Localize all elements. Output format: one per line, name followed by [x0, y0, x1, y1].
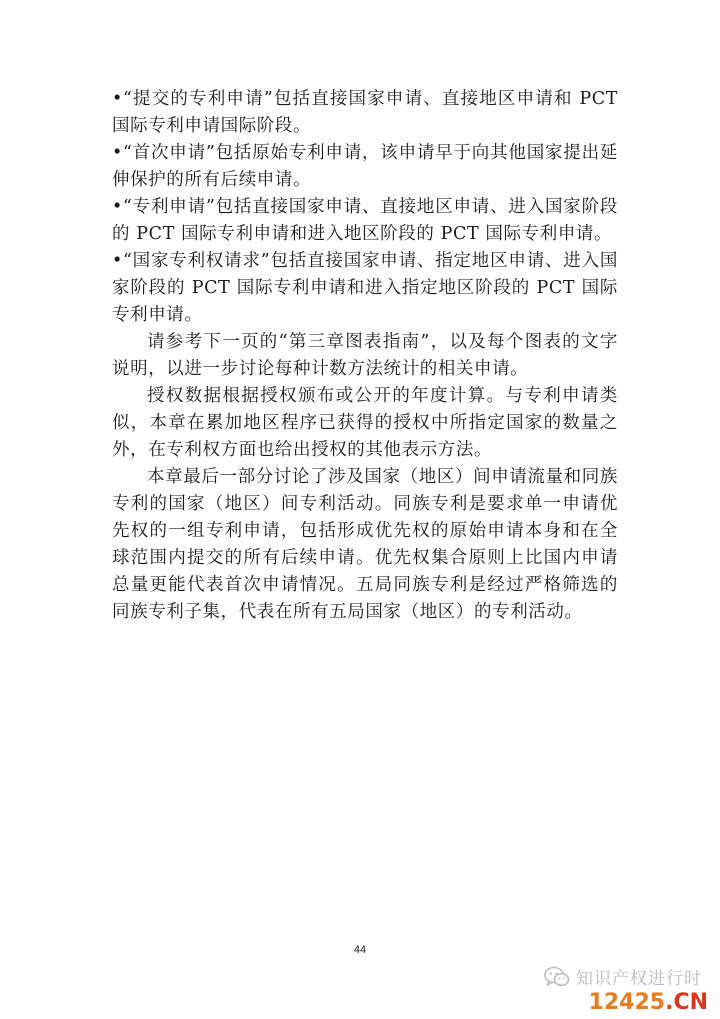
site-tld: CN — [673, 990, 708, 1015]
paragraph-grants: 授权数据根据授权颁布或公开的年度计算。与专利申请类似，本章在累加地区程序已获得的授权中所指定国家的数量之外，在专利权方面也给出授权的其他表示方法。 — [112, 386, 618, 460]
paragraph-patent-families: 本章最后一部分讨论了涉及国家（地区）间申请流量和同族专利的国家（地区）间专利活动。同族专利是要求单一申请优先权的一组专利申请，包括形成优先权的原始申请本身和在全球范围内提交的所有后续申请。优先权集合原则上比国内申请总量更能代表首次申请情况。五局同族专利是经过严格筛选的同族专利子集，代表在所有五局国家（地区）的专利活动。 — [112, 467, 618, 622]
watermark-text: 知识产权进行时 — [576, 969, 702, 989]
bullet-first-filings: •“首次申请”包括原始专利申请，该申请早于向其他国家提出延伸保护的所有后续申请。 — [112, 143, 618, 190]
page-number: 44 — [353, 944, 367, 956]
bullet-national-patent-requests: •“国家专利权请求”包括直接国家申请、指定地区申请、进入国家阶段的 PCT 国际专利申请和进入指定地区阶段的 PCT 国际专利申请。 — [112, 251, 618, 325]
paragraph-chart-guide: 请参考下一页的“第三章图表指南”，以及每个图表的文字说明，以进一步讨论每种计数方法统计的相关申请。 — [112, 332, 618, 379]
bullet-patent-applications: •“专利申请”包括直接国家申请、直接地区申请、进入国家阶段的 PCT 国际专利申请和进入地区阶段的 PCT 国际专利申请。 — [112, 197, 618, 244]
wechat-icon — [544, 966, 570, 988]
page-body — [112, 86, 618, 626]
watermark-site-logo — [589, 990, 708, 1015]
site-digits: 12425 — [588, 990, 666, 1015]
watermark — [544, 964, 702, 989]
bullet-submitted-applications: •“提交的专利申请”包括直接国家申请、直接地区申请和 PCT 国际专利申请国际阶段。 — [112, 89, 618, 136]
site-dot: . — [665, 990, 674, 1015]
